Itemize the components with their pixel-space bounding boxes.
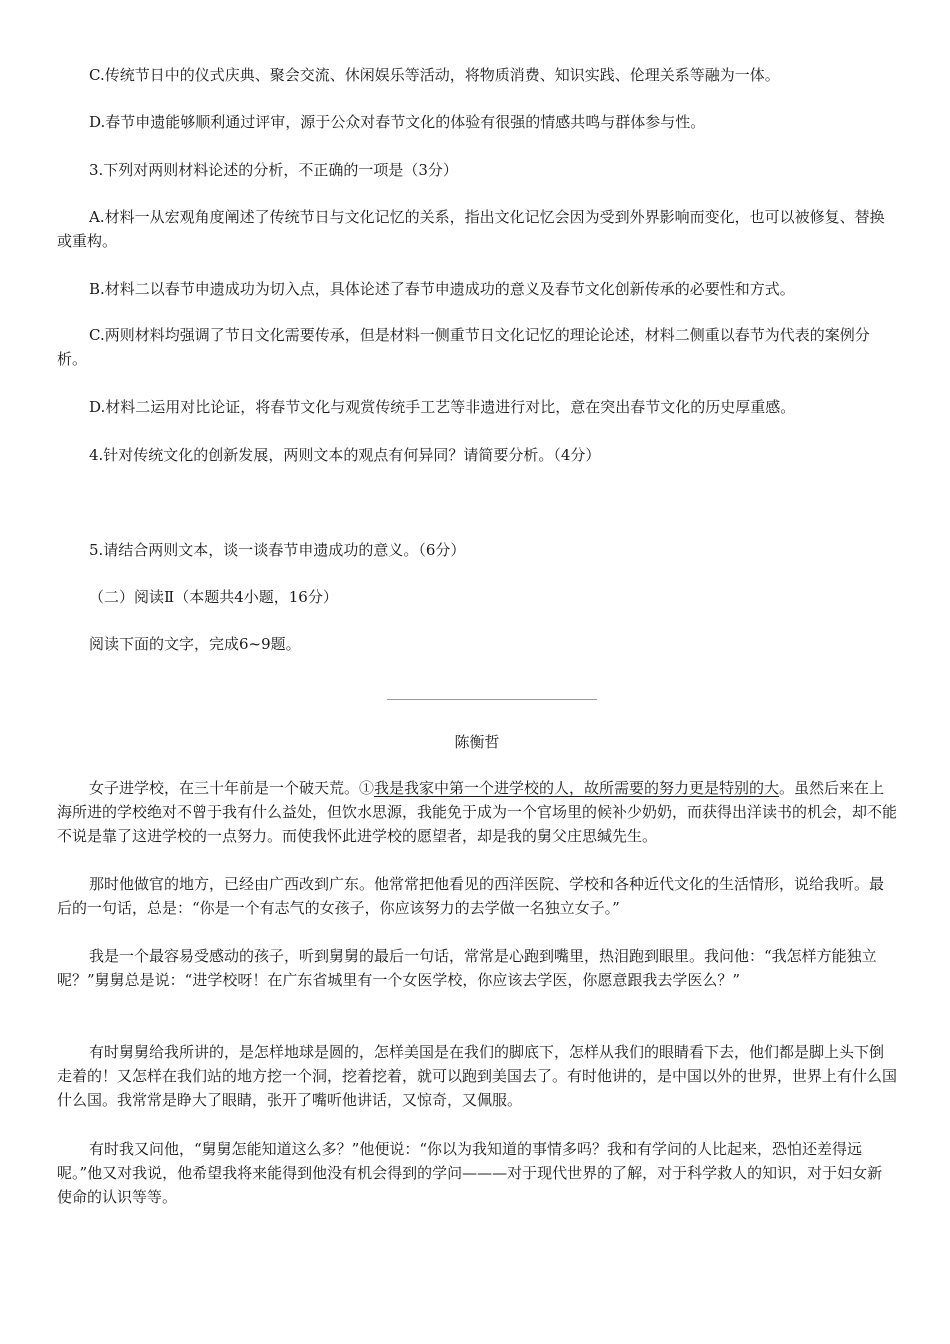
reading-section-heading: （二）阅读Ⅱ（本题共4小题，16分） xyxy=(89,588,338,606)
passage-paragraph-5: 有时我又问他，“舅舅怎能知道这么多？”他便说：“你以为我知道的事情多吗？我和有学问的人比起来，恐怕还差得远呢。”他又对我说，他希望我将来能得到他没有机会得到的学问———对于现代世界的了解，对于科学救人的知识，对于妇女新使命的认识等等。 xyxy=(57,1140,883,1206)
q3-option-c: C.两则材料均强调了节日文化需要传承，但是材料一侧重节日文化记忆的理论论述，材料二侧重以春节为代表的案例分析。 xyxy=(57,326,870,368)
p1-text-before: 女子进学校，在三十年前是一个破天荒。① xyxy=(89,779,375,797)
passage-paragraph-3: 我是一个最容易受感动的孩子，听到舅舅的最后一句话，常常是心跑到嘴里，热泪跑到眼里。我问他：“我怎样方能独立呢？”舅舅总是说：“进学校呀！在广东省城里有一个女医学校，你应该去学医，你愿意跟我去学医么？” xyxy=(57,947,877,989)
passage-paragraph-1 xyxy=(57,776,897,848)
p1-text-after: 。虽然后来在上海所进的学校绝对不曾于我有什么益处，但饮水思源，我能免于成为一个官场里的候补少奶奶，而获得出洋读书的机会，却不能不说是靠了这进学校的一点努力。而使我怀此进学校的愿望者，却是我的舅父庄思缄先生。 xyxy=(57,779,898,845)
question-4: 4.针对传统文化的创新发展，两则文本的观点有何异同？请简要分析。（4分） xyxy=(89,446,601,464)
q2-option-d: D.春节申遗能够顺利通过评审，源于公众对春节文化的体验有很强的情感共鸣与群体参与性。 xyxy=(89,113,706,131)
q3-option-a: A.材料一从宏观角度阐述了传统节日与文化记忆的关系，指出文化记忆会因为受到外界影响而变化，也可以被修复、替换或重构。 xyxy=(57,208,885,250)
passage-paragraph-4: 有时舅舅给我所讲的，是怎样地球是圆的，怎样美国是在我们的脚底下，怎样从我们的眼睛看下去，他们都是脚上头下倒走着的！又怎样在我们站的地方挖一个洞，挖着挖着，就可以跑到美国去了。有时他讲的，是中国以外的世界，世界上有什么国什么国。我常常是睁大了眼睛，张开了嘴听他讲话，又惊奇，又佩服。 xyxy=(57,1043,898,1109)
passage-paragraph-2: 那时他做官的地方，已经由广西改到广东。他常常把他看见的西洋医院、学校和各种近代文化的生活情形，说给我听。最后的一句话，总是：“你是一个有志气的女孩子，你应该努力的去学做一名独立女子。” xyxy=(57,875,885,917)
author-name: 陈衡哲 xyxy=(454,733,500,751)
title-divider xyxy=(387,699,597,700)
reading-instruction: 阅读下面的文字，完成6~9题。 xyxy=(89,635,301,653)
q3-stem: 3.下列对两则材料论述的分析，不正确的一项是（3分） xyxy=(89,161,458,179)
q3-option-d: D.材料二运用对比论证，将春节文化与观赏传统手工艺等非遗进行对比，意在突出春节文化的历史厚重感。 xyxy=(89,398,796,416)
q2-option-c: C.传统节日中的仪式庆典、聚会交流、休闲娱乐等活动，将物质消费、知识实践、伦理关系等融为一体。 xyxy=(89,66,780,84)
underlined-sentence-1: 我是我家中第一个进学校的人，故所需要的努力更是特别的大 xyxy=(374,779,780,797)
question-5: 5.请结合两则文本，谈一谈春节申遗成功的意义。（6分） xyxy=(89,541,466,559)
q3-option-b: B.材料二以春节申遗成功为切入点，具体论述了春节申遗成功的意义及春节文化创新传承的必要性和方式。 xyxy=(89,280,795,298)
